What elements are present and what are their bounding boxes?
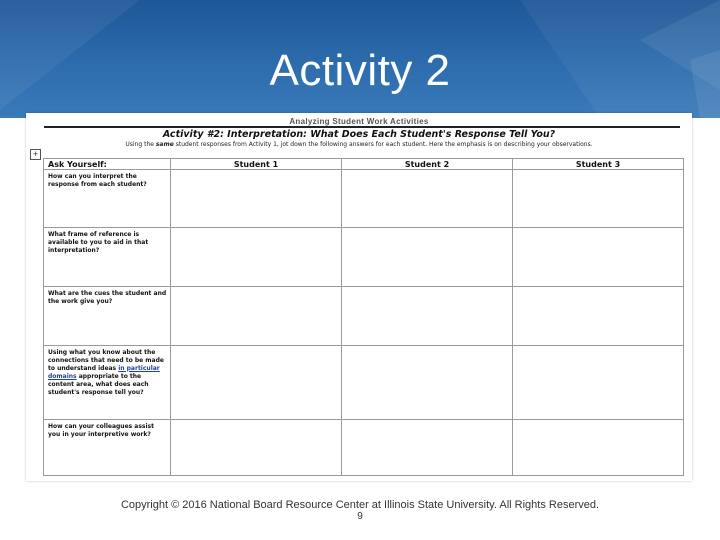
table-header-row (44, 159, 684, 170)
table-row (44, 228, 684, 287)
answer-cell[interactable] (171, 345, 342, 419)
answer-cell[interactable] (513, 170, 684, 228)
question-cell (44, 345, 171, 419)
answer-cell[interactable] (513, 345, 684, 419)
activity-table (43, 158, 684, 476)
header-divider (44, 126, 680, 128)
instructions-emphasis: same (155, 141, 174, 148)
answer-cell[interactable] (171, 419, 342, 475)
answer-cell[interactable] (513, 287, 684, 345)
answer-cell[interactable] (342, 228, 513, 287)
answer-cell[interactable] (171, 228, 342, 287)
worksheet-title: Activity #2: Interpretation: What Does Each Student's Response Tell You? (162, 129, 556, 140)
answer-cell[interactable] (171, 287, 342, 345)
answer-cell[interactable] (513, 228, 684, 287)
answer-cell[interactable] (342, 170, 513, 228)
domains-link[interactable]: in particular domains (48, 364, 160, 380)
question-cell: How can you interpret the response from each student? (44, 170, 171, 228)
instructions-text-end: student responses from Activity 1, jot down the following answers for each student. Here the emphasis is on describing your observations. (173, 141, 593, 148)
question-text-start: Using what you know about the connections that need to be made to understand ideas (48, 348, 164, 372)
table-row (44, 345, 684, 419)
worksheet-image (26, 113, 692, 481)
worksheet-header: Analyzing Student Work Activities (289, 117, 429, 126)
table-row (44, 170, 684, 228)
table-move-handle-icon[interactable]: + (30, 149, 41, 160)
answer-cell[interactable] (342, 287, 513, 345)
answer-cell[interactable] (513, 419, 684, 475)
answer-cell[interactable] (342, 419, 513, 475)
table-row (44, 419, 684, 475)
page-number: 9 (357, 511, 363, 522)
column-header-student-3: Student 3 (513, 159, 684, 170)
column-header-student-1: Student 1 (171, 159, 342, 170)
answer-cell[interactable] (171, 170, 342, 228)
worksheet-instructions (26, 141, 692, 148)
question-cell: What are the cues the student and the work give you? (44, 287, 171, 345)
instructions-text-start: Using the (125, 141, 156, 148)
column-header-ask-yourself: Ask Yourself: (44, 159, 171, 170)
answer-cell[interactable] (342, 345, 513, 419)
column-header-student-2: Student 2 (342, 159, 513, 170)
copyright-notice: Copyright © 2016 National Board Resource Center at Illinois State University. All Rights Reserved. (120, 499, 600, 511)
question-cell: How can your colleagues assist you in your interpretive work? (44, 419, 171, 475)
table-row (44, 287, 684, 345)
slide-title: Activity 2 (269, 46, 451, 95)
slide-header-band (0, 0, 720, 118)
question-text-end: appropriate to the content area, what does each student's response tell you? (48, 372, 149, 396)
question-cell: What frame of reference is available to you to aid in that interpretation? (44, 228, 171, 287)
